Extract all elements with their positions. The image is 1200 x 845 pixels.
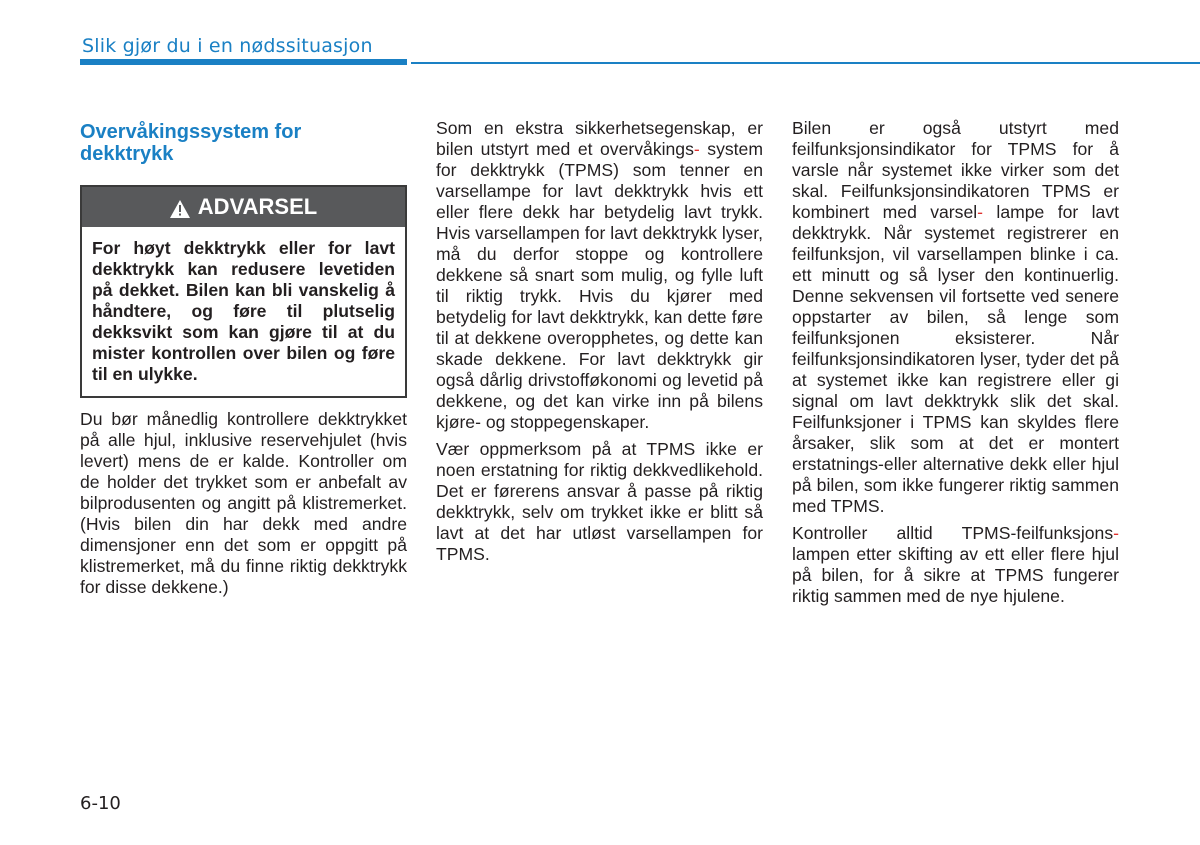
column-3-paragraph-1-part-b: lampe for lavt dekktrykk. Når systemet registrerer en feilfunksjon, vil varsellampen blinke i ca. ett minutt og så lyser den kontinuerlig. Denne sekvensen vil fortsette ved senere oppstarter av bilen, så lenge som feilfunksjonen eksisterer. Når feilfunksjonsindikatoren lyser, tyder det på at systemet ikke kan registrere eller gi signal om lavt dekktrykk slik det skal. Feilfunksjoner i TPMS kan skyldes flere årsaker, slik som at det er montert erstatnings-eller alternative dekk eller hjul på bilen, som ikke fungerer riktig sammen med TPMS.: [792, 202, 1120, 516]
header-rule-thick: [80, 59, 407, 65]
column-3: [792, 118, 1119, 607]
column-2-paragraph-2: Vær oppmerksom på at TPMS ikke er noen erstatning for riktig dekkvedlikehold. Det er førerens ansvar å passe på riktig dekktrykk, selv om trykket ikke er blitt så lavt at det har utløst varsellampen for TPMS.: [436, 439, 763, 564]
column-2: [436, 118, 763, 565]
section-title: [80, 121, 407, 165]
column-2-paragraph-1: [436, 118, 763, 433]
column-2-paragraph-1-part-a: Som en ekstra sikkerhetsegenskap, er bilen utstyrt med et overvåkings: [436, 118, 763, 159]
column-3-paragraph-2-part-b: lampen etter skifting av ett eller flere hjul på bilen, for å sikre at TPMS fungerer riktig sammen med de nye hjulene.: [792, 544, 1119, 606]
column-1-paragraph: Du bør månedlig kontrollere dekktrykket på alle hjul, inklusive reservehjulet (hvis levert) mens de er kalde. Kontroller om de holder det trykket som er anbefalt av bilprodusenten og angitt på klistremerket. (Hvis bilen din har dekk med andre dimensjoner enn det som er oppgitt på klistremerket, må du finne riktig dekktrykk for disse dekkene.): [80, 409, 407, 597]
warning-triangle-icon: [170, 198, 190, 216]
column-2-paragraph-1-part-b: system for dekktrykk (TPMS) som tenner en varsellampe for lavt dekktrykk hvis ett eller flere dekk har betydelig lavt trykk. Hvis varsellampen for lavt dekktrykk lyser, må du derfor stoppe og kontrollere dekkene så snart som mulig, og fylle luft til riktig trykk. Hvis du kjører med betydelig for lavt dekktrykk, kan dette føre til at dekkene overopphetes, og dette kan skade dekkene. For lavt dekktrykk gir også dårlig drivstofføkonomi og levetid på dekkene, og det kan virke inn på bilens kjøre- og stoppegenskaper.: [436, 139, 764, 432]
column-3-paragraph-2: [792, 523, 1119, 607]
column-3-paragraph-2-part-a: Kontroller alltid TPMS-feilfunksjons: [792, 523, 1114, 543]
hyphen-mark: -: [1113, 523, 1119, 543]
warning-header: [82, 187, 405, 227]
hyphen-mark: -: [693, 139, 700, 159]
hyphen-mark: -: [977, 202, 984, 222]
column-3-paragraph-1: [792, 118, 1119, 517]
page-header-title: Slik gjør du i en nødssituasjon: [82, 35, 373, 57]
warning-box: [80, 185, 407, 398]
section-title-line-1: Overvåkingssystem for: [80, 121, 302, 143]
warning-label: ADVARSEL: [197, 194, 318, 219]
column-3-paragraph-1-part-a: Bilen er også utstyrt med feilfunksjonsindikator for TPMS for å varsle når systemet ikke virker som det skal. Feilfunksjonsindikatoren TPMS er kombinert med varsel: [792, 118, 1119, 222]
warning-text: For høyt dekktrykk eller for lavt dekktrykk kan redusere levetiden på dekket. Bilen kan bli vanskelig å håndtere, og føre til plutselig dekksvikt som kan gjøre til at du mister kontrollen over bilen og føre til en ulykke.: [92, 238, 395, 384]
column-1: [80, 118, 407, 598]
page-number: 6-10: [80, 793, 121, 814]
header-rule-thin: [411, 62, 1200, 64]
section-title-line-2: dekktrykk: [80, 143, 174, 165]
